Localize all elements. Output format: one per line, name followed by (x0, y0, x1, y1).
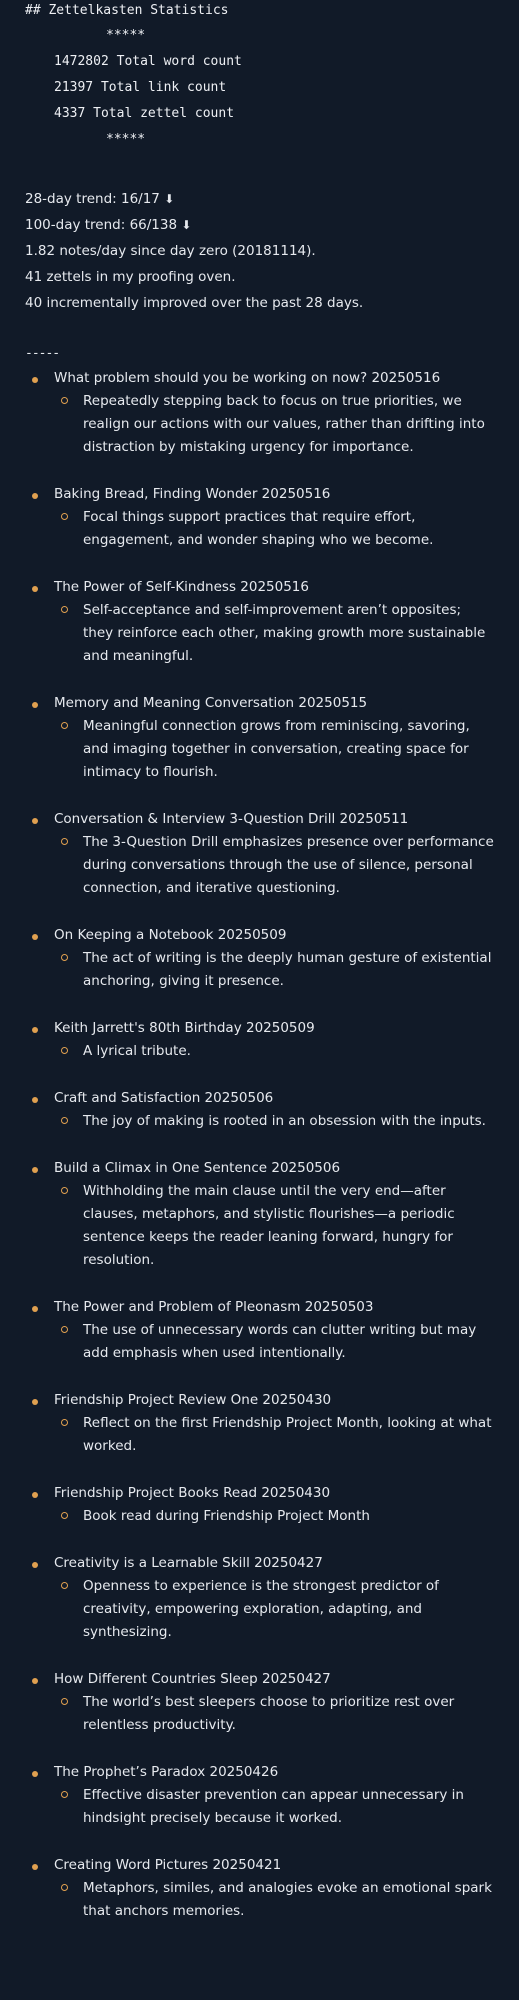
zettel-title-link[interactable]: Creating Word Pictures 20250421 (54, 1857, 282, 1873)
zettel-title-link[interactable]: Craft and Satisfaction 20250506 (54, 1090, 274, 1106)
list-item (25, 1157, 494, 1272)
list-item (25, 1552, 494, 1644)
zettel-list (25, 367, 494, 1923)
list-item (25, 1087, 494, 1133)
stars-separator-bottom: ***** (106, 132, 146, 147)
zettel-title-link[interactable]: On Keeping a Notebook 20250509 (54, 927, 287, 943)
list-item (25, 1668, 494, 1737)
word-count-label: Total word count (116, 54, 242, 69)
zettel-summary: The act of writing is the deeply human gesture of existential anchoring, giving it presence. (54, 947, 494, 993)
stats-heading: ## Zettelkasten Statistics (25, 3, 229, 18)
list-item (25, 692, 494, 784)
list-item (25, 924, 494, 993)
zettel-title-link[interactable]: Creativity is a Learnable Skill 20250427 (54, 1555, 323, 1571)
arrow-down-icon: ⬇ (181, 218, 192, 232)
zettel-summary: Book read during Friendship Project Month (54, 1505, 494, 1528)
divider: ----- (25, 346, 60, 361)
list-item (25, 1482, 494, 1528)
zettel-count-value: 4337 (54, 106, 86, 121)
list-item (25, 1389, 494, 1458)
zettel-summary: Withholding the main clause until the very end—after clauses, metaphors, and stylistic flourishes—a periodic sentence keeps the reader leaning forward, hungry for resolution. (54, 1180, 494, 1272)
list-item (25, 367, 494, 459)
proofing-count: 41 zettels in my proofing oven. (25, 269, 236, 285)
zettel-summary: Openness to experience is the strongest predictor of creativity, empowering exploration, adapting, and synthesizing. (54, 1575, 494, 1644)
arrow-down-icon: ⬇ (164, 192, 175, 206)
zettel-count-line (25, 101, 494, 127)
list-item (25, 1296, 494, 1365)
word-count-line (25, 49, 494, 75)
zettel-title-link[interactable]: How Different Countries Sleep 20250427 (54, 1671, 331, 1687)
zettel-summary: Reflect on the first Friendship Project Month, looking at what worked. (54, 1412, 494, 1458)
zettel-title-link[interactable]: Keith Jarrett's 80th Birthday 20250509 (54, 1020, 315, 1036)
improved-count: 40 incrementally improved over the past 28 days. (25, 295, 364, 311)
zettel-title-link[interactable]: The Power of Self-Kindness 20250516 (54, 579, 309, 595)
word-count-value: 1472802 (54, 54, 109, 69)
zettel-summary: The world’s best sleepers choose to prioritize rest over relentless productivity. (54, 1691, 494, 1737)
zettel-summary: Meaningful connection grows from reminiscing, savoring, and imaging together in conversation, creating space for intimacy to flourish. (54, 715, 494, 784)
zettel-summary: A lyrical tribute. (54, 1040, 494, 1063)
zettel-title-link[interactable]: Friendship Project Review One 20250430 (54, 1392, 332, 1408)
zettel-title-link[interactable]: Build a Climax in One Sentence 20250506 (54, 1160, 341, 1176)
list-item (25, 576, 494, 668)
zettel-title-link[interactable]: The Power and Problem of Pleonasm 20250503 (54, 1299, 374, 1315)
zettel-title-link[interactable]: Conversation & Interview 3-Question Drill 20250511 (54, 811, 409, 827)
zettel-count-label: Total zettel count (93, 106, 235, 121)
zettel-title-link[interactable]: What problem should you be working on now? 20250516 (54, 370, 441, 386)
zettel-summary: Repeatedly stepping back to focus on true priorities, we realign our actions with our values, rather than drifting into distraction by mistaking urgency for importance. (54, 390, 494, 459)
zettel-title-link[interactable]: Memory and Meaning Conversation 20250515 (54, 695, 368, 711)
trend-28-day: 28-day trend: 16/17 ⬇ (25, 191, 175, 207)
zettel-summary: Effective disaster prevention can appear unnecessary in hindsight precisely because it worked. (54, 1784, 494, 1830)
zettel-summary: Focal things support practices that require effort, engagement, and wonder shaping who we become. (54, 506, 494, 552)
zettel-title-link[interactable]: Friendship Project Books Read 20250430 (54, 1485, 331, 1501)
zettel-summary: Self-acceptance and self-improvement aren’t opposites; they reinforce each other, making growth more sustainable and meaningful. (54, 599, 494, 668)
zettel-title-link[interactable]: Baking Bread, Finding Wonder 20250516 (54, 486, 331, 502)
zettel-summary: Metaphors, similes, and analogies evoke an emotional spark that anchors memories. (54, 1877, 494, 1923)
link-count-value: 21397 (54, 80, 94, 95)
zettel-summary: The joy of making is rooted in an obsession with the inputs. (54, 1110, 494, 1133)
zettel-summary: The use of unnecessary words can clutter writing but may add emphasis when used intentionally. (54, 1319, 494, 1365)
zettel-title-link[interactable]: The Prophet’s Paradox 20250426 (54, 1764, 279, 1780)
list-item (25, 808, 494, 900)
link-count-label: Total link count (100, 80, 227, 95)
notes-per-day: 1.82 notes/day since day zero (20181114). (25, 243, 316, 259)
list-item (25, 1017, 494, 1063)
list-item (25, 1854, 494, 1923)
list-item (25, 1761, 494, 1830)
link-count-line (25, 75, 494, 101)
stars-separator-top: ***** (106, 28, 146, 43)
list-item (25, 483, 494, 552)
trend-100-day: 100-day trend: 66/138 ⬇ (25, 217, 192, 233)
zettel-summary: The 3-Question Drill emphasizes presence over performance during conversations through the use of silence, personal connection, and iterative questioning. (54, 831, 494, 900)
